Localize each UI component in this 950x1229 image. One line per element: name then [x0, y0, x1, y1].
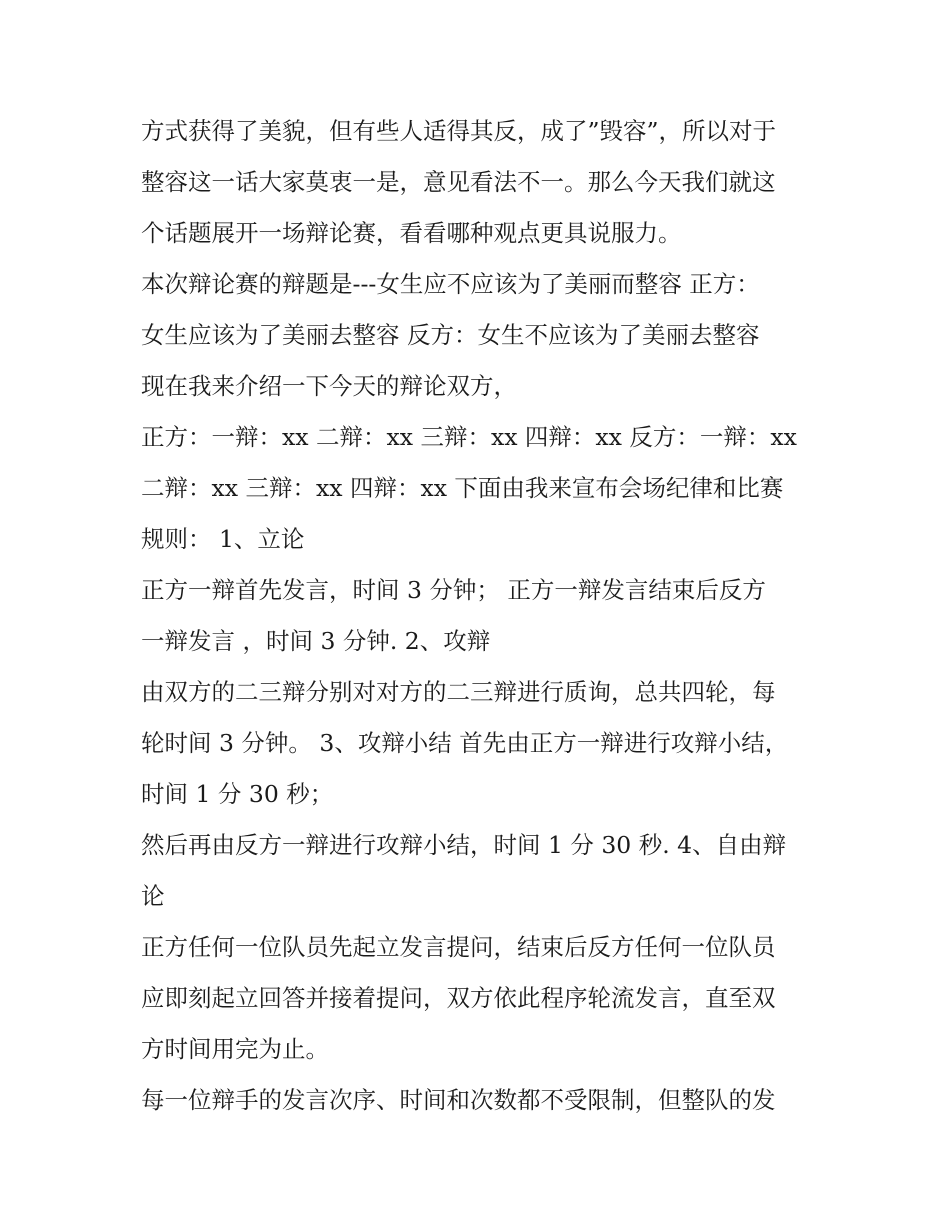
text-line: 本次辩论赛的辩题是---女生应不应该为了美丽而整容 正方：	[141, 270, 760, 298]
text-line: 时间 1 分 30 秒；	[141, 780, 334, 808]
text-line: 规则： 1、立论	[141, 525, 305, 553]
text-line: 方式获得了美貌，但有些人适得其反，成了”毁容”，所以对于	[141, 117, 777, 145]
text-line: 正方一辩首先发言，时间 3 分钟； 正方一辩发言结束后反方	[141, 576, 766, 604]
text-line: 女生应该为了美丽去整容 反方：女生不应该为了美丽去整容	[141, 321, 760, 349]
text-line: 正方任何一位队员先起立发言提问，结束后反方任何一位队员	[141, 933, 776, 961]
text-line: 由双方的二三辩分别对对方的二三辩进行质询，总共四轮，每	[141, 678, 776, 706]
text-line: 每一位辩手的发言次序、时间和次数都不受限制，但整队的发	[141, 1086, 776, 1114]
text-line: 轮时间 3 分钟。 3、攻辩小结 首先由正方一辩进行攻辩小结，	[141, 729, 789, 757]
text-line: 然后再由反方一辩进行攻辩小结，时间 1 分 30 秒. 4、自由辩	[141, 831, 787, 859]
text-line: 现在我来介绍一下今天的辩论双方，	[141, 372, 517, 400]
text-line: 二辩：xx 三辩：xx 四辩：xx 下面由我来宣布会场纪律和比赛	[141, 474, 784, 502]
text-line: 一辩发言 ，时间 3 分钟. 2、攻辩	[141, 627, 491, 655]
text-line: 方时间用完为止。	[141, 1035, 329, 1063]
text-line: 应即刻起立回答并接着提问，双方依此程序轮流发言，直至双	[141, 984, 776, 1012]
text-line: 整容这一话大家莫衷一是，意见看法不一。那么今天我们就这	[141, 168, 776, 196]
text-line: 正方：一辩：xx 二辩：xx 三辩：xx 四辩：xx 反方：一辩：xx	[141, 423, 797, 451]
text-line: 论	[141, 882, 165, 910]
text-line: 个话题展开一场辩论赛，看看哪种观点更具说服力。	[141, 219, 682, 247]
body-text	[141, 106, 821, 1126]
